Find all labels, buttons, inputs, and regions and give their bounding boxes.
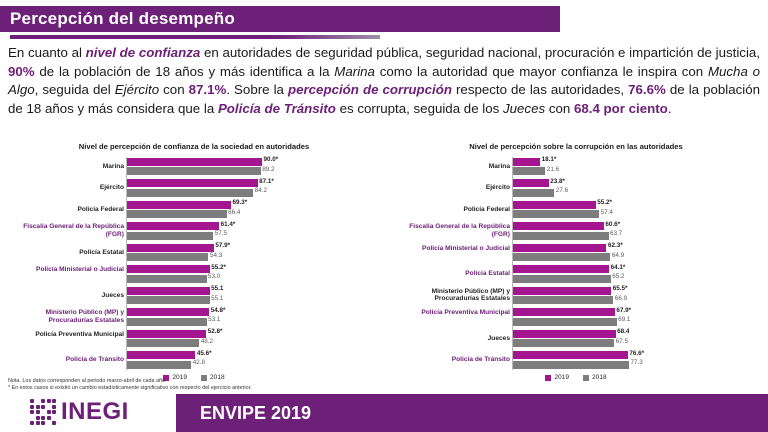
chart-bar-row xyxy=(390,178,762,198)
chart-bar-2019 xyxy=(513,199,613,209)
chart-bar-2018 xyxy=(127,316,221,326)
chart-corrupcion xyxy=(390,142,762,381)
chart-bar-value: 62.3* xyxy=(607,242,623,249)
chart-bar-value: 63.7 xyxy=(610,230,623,237)
chart-bar-2018 xyxy=(127,165,275,175)
chart-bar-value: 64.9 xyxy=(611,251,625,259)
para-emph-766: 76.6% xyxy=(628,82,666,97)
para-emph-871: 87.1% xyxy=(188,82,227,97)
chart-bar-2018 xyxy=(513,337,629,347)
inegi-dots-icon xyxy=(30,399,56,425)
chart-bar-value: 23.8* xyxy=(550,177,565,185)
chart-bar-row xyxy=(390,243,762,263)
chart-bar-row xyxy=(6,264,382,284)
chart-bar-row xyxy=(6,200,382,220)
chart-bar-2019 xyxy=(127,220,236,230)
chart-bar-2018 xyxy=(127,208,241,218)
chart-category-label: Fiscalía General de la República (FGR) xyxy=(23,223,124,238)
chart-bar-value: 21.6 xyxy=(546,165,560,173)
chart-bar-2019 xyxy=(513,177,565,187)
chart-bar-value: 53.0 xyxy=(208,273,221,280)
chart-category-label: Ejército xyxy=(485,184,510,191)
chart-category-label: Marina xyxy=(488,162,510,170)
slide-title-band xyxy=(0,6,560,32)
chart-bar-row xyxy=(390,221,762,241)
chart-category-label: Jueces xyxy=(487,334,510,342)
chart-category-label: Policía Estatal xyxy=(465,270,510,277)
chart-bar-2018 xyxy=(513,294,628,304)
chart-bar-value: 55.1 xyxy=(211,294,224,302)
chart-bar-2019 xyxy=(513,220,621,230)
chart-bar-row xyxy=(390,157,762,177)
chart-bar-row xyxy=(390,307,762,327)
para-emph-nivel-confianza: nivel de confianza xyxy=(85,45,201,60)
chart-bar-row xyxy=(6,157,382,177)
chart-confianza-title: Nivel de percepción de confianza de la sociedad en autoridades xyxy=(78,142,310,151)
chart-bar-value: 90.0* xyxy=(263,156,279,163)
chart-bar-2019 xyxy=(127,156,279,166)
chart-bar-2019 xyxy=(513,263,626,273)
chart-bar-row xyxy=(390,286,762,306)
legend-label-2019: 2019 xyxy=(554,374,569,381)
footer-event-label: ENVIPE 2019 xyxy=(200,403,312,423)
charts-container xyxy=(0,142,768,392)
chart-bar-2019 xyxy=(127,177,274,187)
para-text-6: con xyxy=(159,82,189,97)
para-text-12: . xyxy=(667,100,672,116)
chart-category-label: Policía de Tránsito xyxy=(65,356,124,363)
chart-category-label: Ministerio Público (MP) y Procuradurías Estatales xyxy=(431,287,510,303)
chart-bar-value: 65.2 xyxy=(612,273,625,280)
chart-bar-value: 27.6 xyxy=(555,187,569,194)
chart-bar-2018 xyxy=(127,294,224,304)
chart-bar-2018 xyxy=(127,230,228,240)
chart-bar-2019 xyxy=(513,328,630,338)
chart-bar-2018 xyxy=(127,359,205,369)
chart-bar-value: 48.2 xyxy=(200,337,214,345)
chart-bar-value: 84.2 xyxy=(254,187,268,194)
chart-bar-2019 xyxy=(127,328,223,338)
chart-bar-2019 xyxy=(127,349,212,359)
note-2: * En estos casos si existió un cambio estadísticamente significativo con respecto del ejercicio anterior. xyxy=(8,385,252,391)
chart-bar-value: 57.4 xyxy=(600,208,613,216)
chart-bar-value: 57.5 xyxy=(214,230,228,237)
chart-bar-value: 65.5* xyxy=(612,285,628,292)
para-emph-mucha-algo: Mucha o Algo xyxy=(8,63,761,97)
chart-bar-value: 66.9 xyxy=(614,294,628,302)
chart-confianza xyxy=(6,142,382,381)
chart-bar-row xyxy=(6,350,382,370)
chart-category-label: Policía Preventiva Municipal xyxy=(35,330,124,338)
summary-paragraph xyxy=(8,44,760,118)
chart-bar-value: 42.8 xyxy=(192,359,205,366)
chart-bar-value: 60.6* xyxy=(605,220,621,228)
chart-bar-2019 xyxy=(127,306,226,316)
chart-category-label: Jueces xyxy=(101,291,124,299)
chart-bar-row xyxy=(390,329,762,349)
chart-bar-2019 xyxy=(127,242,231,252)
chart-bar-2018 xyxy=(513,208,613,218)
chart-corrupcion-rows xyxy=(390,157,762,371)
chart-bar-2019 xyxy=(513,306,632,316)
legend-item-2018 xyxy=(583,374,607,381)
chart-bar-value: 55.1 xyxy=(211,285,224,292)
chart-bar-2018 xyxy=(513,187,569,197)
chart-bar-row xyxy=(390,350,762,370)
chart-bar-value: 64.1* xyxy=(610,263,626,271)
para-emph-jueces: Jueces xyxy=(502,100,546,116)
chart-bar-2018 xyxy=(513,251,625,261)
chart-bar-value: 53.1 xyxy=(208,316,221,323)
para-emph-684: 68.4 por ciento xyxy=(573,100,668,116)
para-emph-policia-transito: Policía de Tránsito xyxy=(217,100,336,116)
chart-bar-2019 xyxy=(513,156,557,166)
legend-label-2018: 2018 xyxy=(592,374,607,381)
legend-label-2018: 2018 xyxy=(210,374,225,381)
chart-bar-value: 52.8* xyxy=(207,328,223,335)
para-text-2: en autoridades de seguridad pública, seguridad nacional, procuración e impartición de justicia, xyxy=(200,45,761,60)
para-text-9: de la población de 18 años y más considera que la xyxy=(8,82,761,116)
para-text-10: es corrupta, seguida de los xyxy=(335,100,503,116)
chart-bar-row xyxy=(6,307,382,327)
chart-bar-row xyxy=(390,200,762,220)
chart-bar-value: 69.3* xyxy=(232,199,248,206)
chart-bar-value: 55.2* xyxy=(211,263,227,271)
para-text-8: respecto de las autoridades, xyxy=(451,82,629,97)
chart-bar-value: 68.4 xyxy=(617,328,630,335)
chart-bar-2018 xyxy=(513,273,625,283)
para-emph-percepcion-corrupcion: percepción de corrupción xyxy=(287,82,452,97)
para-emph-90: 90% xyxy=(8,63,35,79)
chart-bar-2019 xyxy=(513,349,645,359)
chart-category-label: Ministerio Público (MP) y Procuradurías Estatales xyxy=(45,309,124,324)
chart-bar-row xyxy=(6,178,382,198)
chart-bar-2018 xyxy=(127,273,221,283)
legend-item-2019 xyxy=(545,374,569,381)
chart-bar-2019 xyxy=(513,242,623,252)
chart-bar-2019 xyxy=(127,263,227,273)
chart-category-label: Policía Preventiva Municipal xyxy=(421,309,510,316)
title-underline xyxy=(10,35,380,39)
chart-bar-value: 77.3 xyxy=(630,359,643,366)
inegi-logo xyxy=(30,398,129,426)
para-text-11: con xyxy=(545,100,574,116)
chart-bar-row xyxy=(6,329,382,349)
chart-bar-2018 xyxy=(127,251,223,261)
chart-bar-row xyxy=(6,286,382,306)
chart-bar-value: 89.2 xyxy=(262,165,275,173)
legend-swatch-2018-icon xyxy=(583,375,589,381)
slide-footer xyxy=(0,394,768,432)
chart-bar-row xyxy=(6,221,382,241)
page-title: Percepción del desempeño xyxy=(10,9,235,28)
legend-swatch-2019-icon xyxy=(545,375,551,381)
chart-bar-value: 67.9* xyxy=(616,306,632,314)
chart-confianza-rows xyxy=(6,157,382,371)
chart-category-label: Policía de Tránsito xyxy=(451,356,510,363)
chart-category-label: Marina xyxy=(102,162,124,170)
chart-bar-value: 45.6* xyxy=(196,349,212,357)
chart-bar-2018 xyxy=(127,337,214,347)
chart-bar-value: 54.8* xyxy=(210,306,226,314)
chart-bar-value: 54.3 xyxy=(209,251,223,259)
chart-bar-value: 69.1 xyxy=(618,316,631,323)
chart-bar-value: 18.1* xyxy=(541,156,557,163)
chart-bar-2018 xyxy=(513,316,631,326)
chart-bar-2018 xyxy=(513,165,560,175)
chart-bar-value: 67.5 xyxy=(615,337,629,345)
chart-category-label: Policía Federal xyxy=(77,205,124,213)
note-1: Nota. Los datos corresponden al periodo marzo-abril de cada año. xyxy=(8,378,167,384)
chart-notes xyxy=(8,378,252,392)
chart-bar-row xyxy=(6,243,382,263)
chart-category-label: Policía Ministerial o Judicial xyxy=(36,266,124,273)
chart-bar-row xyxy=(390,264,762,284)
para-text-5: , seguida del xyxy=(34,82,115,97)
chart-category-label: Fiscalía General de la República (FGR) xyxy=(409,223,510,238)
chart-bar-2018 xyxy=(513,230,623,240)
chart-category-label: Policía Estatal xyxy=(79,248,124,256)
chart-bar-value: 87.1* xyxy=(259,177,274,185)
chart-corrupcion-title: Nivel de percepción sobre la corrupción en las autoridades xyxy=(469,142,683,151)
chart-bar-2019 xyxy=(513,285,628,295)
chart-bar-value: 66.4 xyxy=(228,208,241,216)
chart-category-label: Ejército xyxy=(99,184,124,191)
legend-label-2019: 2019 xyxy=(172,374,187,381)
para-emph-marina: Marina xyxy=(334,63,375,79)
para-text-7: . Sobre la xyxy=(226,82,288,97)
para-text-3: de la población de 18 años y más identifica a la xyxy=(34,63,335,79)
chart-bar-value: 55.2* xyxy=(597,199,613,206)
chart-bar-value: 61.4* xyxy=(220,220,236,228)
chart-bar-value: 57.9* xyxy=(215,242,231,249)
chart-category-label: Policía Ministerial o Judicial xyxy=(422,244,510,252)
chart-corrupcion-legend xyxy=(390,374,762,381)
chart-bar-2019 xyxy=(127,285,224,295)
chart-category-label: Policía Federal xyxy=(463,205,510,213)
para-text-1: En cuanto al xyxy=(8,45,86,60)
inegi-wordmark: INEGI xyxy=(61,398,129,425)
chart-bar-value: 76.6* xyxy=(629,349,645,357)
para-text-4: como la autoridad que mayor confianza le inspira con xyxy=(374,63,708,79)
chart-bar-2018 xyxy=(127,187,268,197)
chart-bar-2018 xyxy=(513,359,643,369)
chart-bar-2019 xyxy=(127,199,248,209)
para-emph-ejercito: Ejército xyxy=(114,82,160,97)
